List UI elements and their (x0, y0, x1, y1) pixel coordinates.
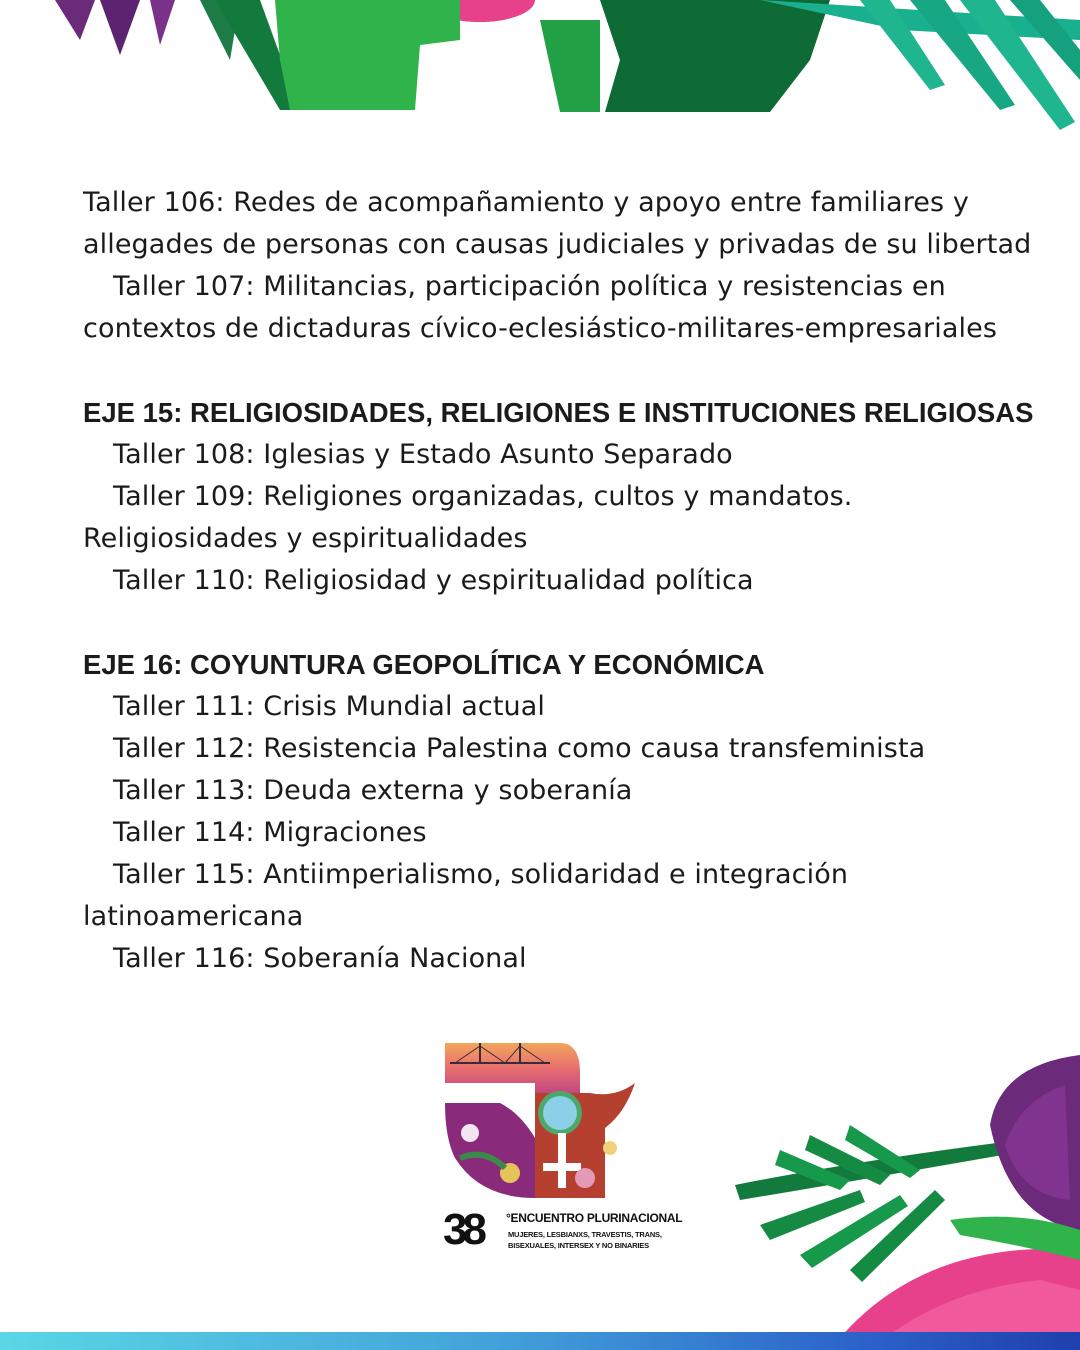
workshop-item-continuation: latinoamericana (83, 901, 304, 932)
intro-line: allegades de personas con causas judiciales y privadas de su libertad (83, 229, 1032, 260)
logo-title: °ENCUENTRO PLURINACIONAL (506, 1211, 683, 1225)
intro-line: contextos de dictaduras cívico-eclesiástico-militares-empresariales (83, 313, 997, 344)
workshop-item: Taller 115: Antiimperialismo, solidaridad e integración (113, 859, 849, 890)
workshop-list (83, 182, 1043, 980)
green-panel-center (275, 0, 830, 112)
logo-number: 38 (443, 1205, 482, 1254)
workshop-item-continuation: Religiosidades y espiritualidades (83, 523, 528, 554)
workshop-item: Taller 116: Soberanía Nacional (113, 943, 527, 974)
purple-leaf (990, 1055, 1080, 1230)
workshop-item: Taller 113: Deuda externa y soberanía (113, 775, 633, 806)
eje15-heading: EJE 15: RELIGIOSIDADES, RELIGIONES E INSTITUCIONES RELIGIOSAS (83, 397, 1034, 428)
encuentro-logo (440, 1038, 683, 1258)
purple-leaf-left (55, 0, 175, 55)
bottom-gradient-bar (0, 1332, 1080, 1350)
intro-line: Taller 107: Militancias, participación política y resistencias en (113, 271, 946, 302)
top-tropical-leaves-icon (0, 0, 1080, 140)
eje16-heading: EJE 16: COYUNTURA GEOPOLÍTICA Y ECONÓMICA (83, 649, 765, 680)
workshop-item: Taller 108: Iglesias y Estado Asunto Separado (113, 439, 733, 470)
intro-line: Taller 106: Redes de acompañamiento y apoyo entre familiares y (83, 187, 969, 218)
workshop-item: Taller 114: Migraciones (113, 817, 427, 848)
venus-dove-emblem-icon (440, 1038, 650, 1208)
workshop-item: Taller 112: Resistencia Palestina como causa transfeminista (113, 733, 926, 764)
bottom-tropical-leaves-icon (720, 1030, 1080, 1350)
workshop-item: Taller 111: Crisis Mundial actual (113, 691, 545, 722)
workshop-item: Taller 110: Religiosidad y espiritualidad política (113, 565, 754, 596)
logo-subtitle: MUJERES, LESBIANXS, TRAVESTIS, TRANS, BISEXUALES, INTERSEX Y NO BINARIES (508, 1230, 662, 1250)
workshop-item: Taller 109: Religiones organizadas, cultos y mandatos. (113, 481, 853, 512)
